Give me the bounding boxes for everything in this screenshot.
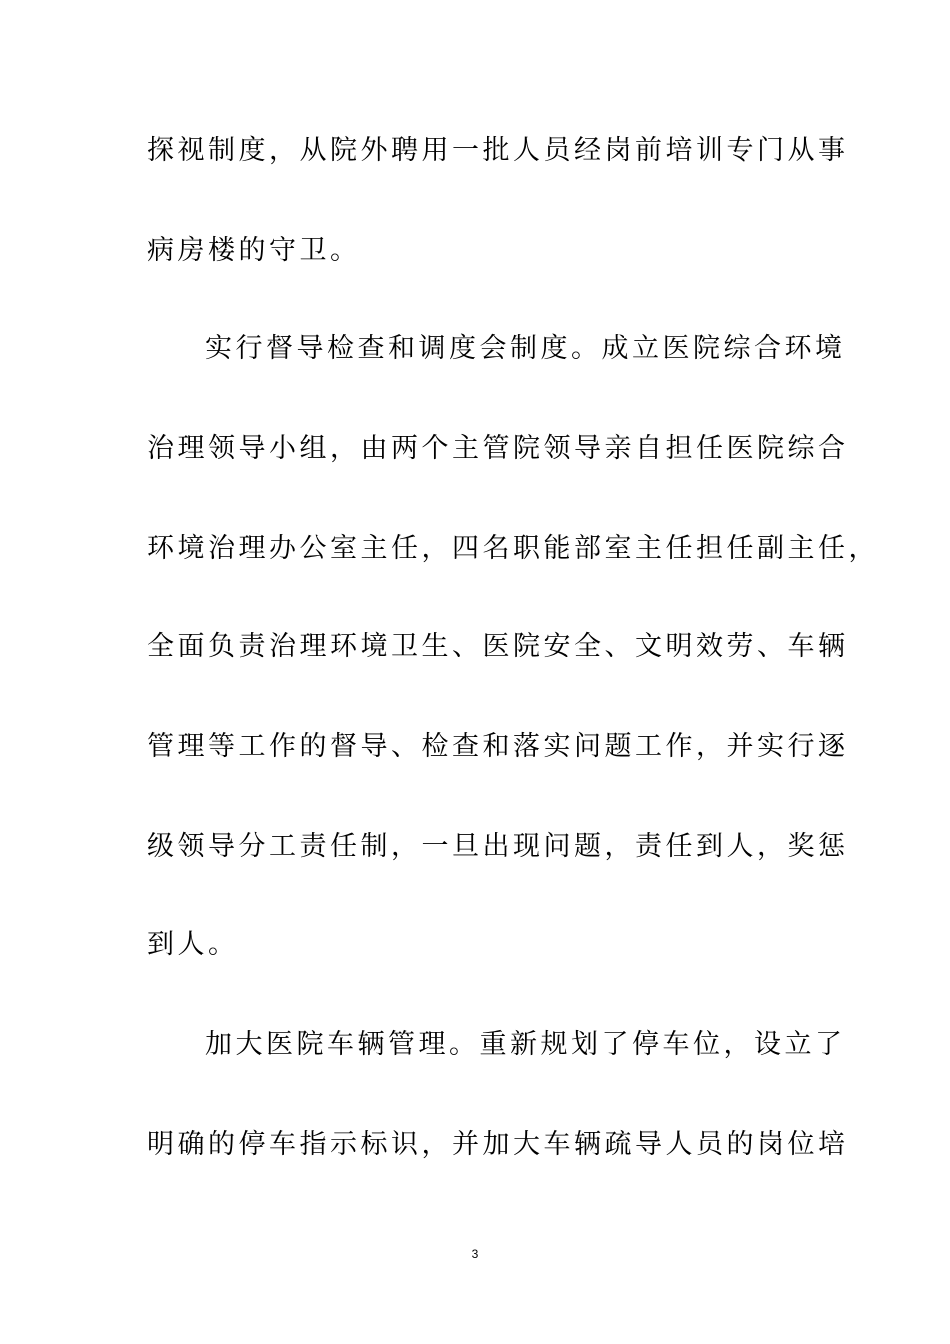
text-line: 探视制度，从院外聘用一批人员经岗前培训专门从事	[147, 135, 849, 166]
page-number: 3	[471, 1247, 479, 1261]
text-line: 级领导分工责任制，一旦出现问题，责任到人，奖惩	[147, 831, 849, 862]
text-line: 管理等工作的督导、检查和落实问题工作，并实行逐	[147, 731, 849, 762]
text-line: 全面负责治理环境卫生、医院安全、文明效劳、车辆	[147, 631, 849, 662]
paragraph-start-line: 加大医院车辆管理。重新规划了停车位，设立了	[205, 1029, 846, 1060]
text-line: 到人。	[147, 929, 239, 960]
text-line: 明确的停车指示标识，并加大车辆疏导人员的岗位培	[147, 1129, 849, 1160]
text-line: 病房楼的守卫。	[147, 235, 361, 266]
paragraph-start-line: 实行督导检查和调度会制度。成立医院综合环境	[205, 333, 846, 364]
text-line: 环境治理办公室主任，四名职能部室主任担任副主任，	[147, 533, 879, 564]
text-line: 治理领导小组，由两个主管院领导亲自担任医院综合	[147, 433, 849, 464]
